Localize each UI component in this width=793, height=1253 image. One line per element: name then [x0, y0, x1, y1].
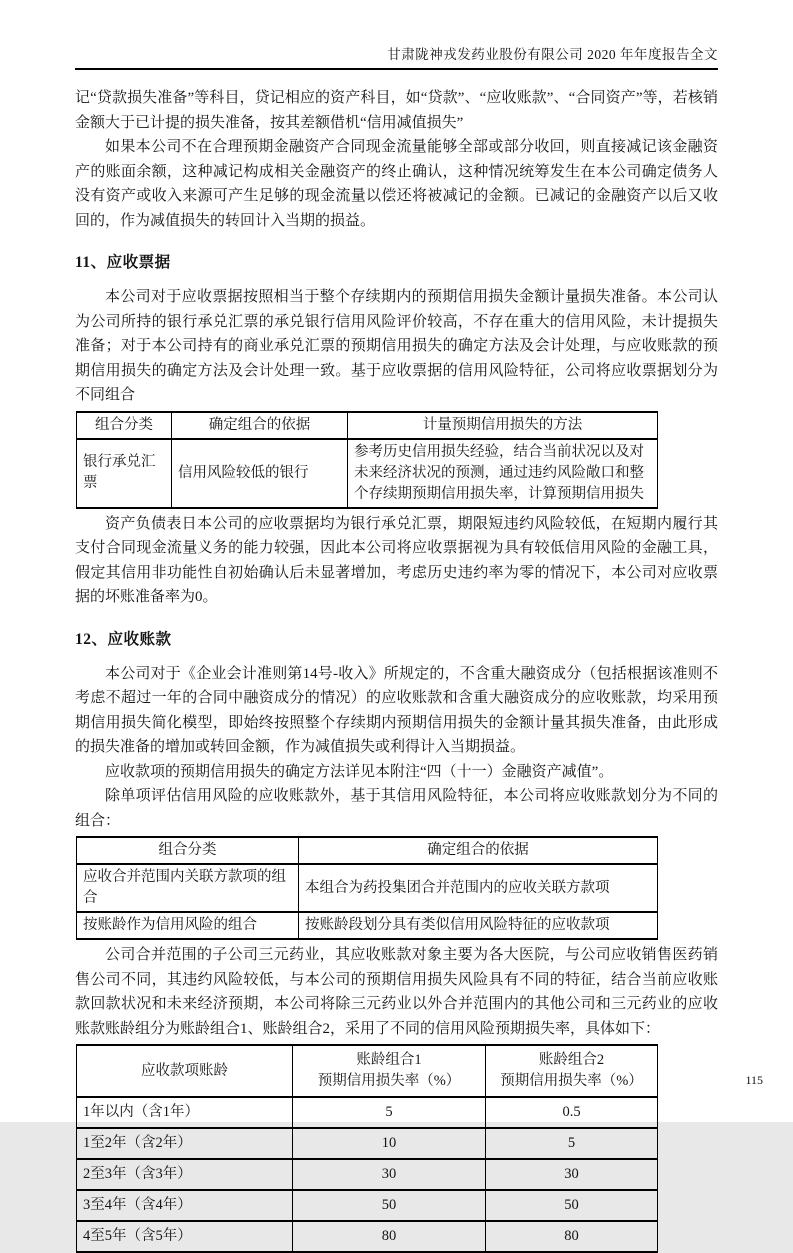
aging-bucket-cell: 4至5年（含5年） [77, 1221, 293, 1252]
table-cell: 银行承兑汇票 [77, 439, 172, 508]
loss-rate-cell: 5 [486, 1128, 658, 1159]
paragraph-ar-policy: 本公司对于《企业会计准则第14号-收入》所规定的，不含重大融资成分（包括根据该准则不考虑不超过一年的合同中融资成分的情况）的应收账款和含重大融资成分的应收账款，均采用预期信用损失简化模型，即始终按照整个存续期内预期信用损失的金额计量其损失准备，由此形成的损失准备的增加或转回金额，作为减值损失或利得计入当期损益。 [75, 665, 718, 755]
column-header: 确定组合的依据 [172, 412, 348, 439]
column-header: 组合分类 [77, 412, 172, 439]
loss-rate-cell: 80 [486, 1221, 658, 1252]
table-cell: 按账龄作为信用风险的组合 [77, 912, 299, 939]
paragraph-writeoff: 记“贷款损失准备”等科目，贷记相应的资产科目，如“贷款”、“应收账款”、“合同资产”等，若核销金额大于已计提的损失准备，按其差额借机“信用减值损失” [75, 90, 718, 131]
aging-loss-rate-table [76, 1044, 658, 1253]
page-number: 115 [745, 1073, 763, 1087]
aging-bucket-cell: 1年以内（含1年） [77, 1097, 293, 1128]
table-cell: 按账龄段划分具有类似信用风险特征的应收款项 [299, 912, 658, 939]
table-cell: 本组合为药投集团合并范围内的应收关联方款项 [299, 864, 658, 912]
column-header-aging: 应收款项账龄 [77, 1045, 293, 1097]
table-row [77, 1159, 658, 1190]
column-header-line: 预期信用损失率（%） [500, 1073, 643, 1089]
table-row [77, 864, 658, 912]
paragraph-ar-grouping-intro: 除单项评估信用风险的应收账款外，基于其信用风险特征，本公司将应收账款划分为不同的组合： [75, 788, 718, 829]
paragraph-ar-method-reference: 应收款项的预期信用损失的确定方法详见本附注“四（十一）金融资产减值”。 [105, 763, 614, 780]
column-header-line: 账龄组合1 [356, 1052, 422, 1068]
section-heading-notes-receivable: 11、应收票据 [75, 254, 171, 271]
table-row [77, 1221, 658, 1252]
paragraph-direct-writedown: 如果本公司不在合理预期金融资产合同现金流量能够全部或部分收回，则直接减记该金融资产的账面余额，这种减记构成相关金融资产的终止确认，这种情况统筹发生在本公司确定债务人没有资产或收入来源可产生足够的现金流量以偿还将被减记的金额。已减记的金融资产以后又收回的，作为减值损失的转回计入当期的损益。 [75, 139, 718, 229]
column-header-line: 预期信用损失率（%） [317, 1073, 461, 1089]
table-cell: 应收合并范围内关联方款项的组合 [77, 864, 299, 912]
column-header-line: 账龄组合2 [538, 1052, 605, 1068]
table-row [77, 439, 658, 508]
aging-bucket-cell: 1至2年（含2年） [77, 1128, 293, 1159]
loss-rate-cell: 30 [293, 1159, 486, 1190]
aging-bucket-cell: 3至4年（含4年） [77, 1190, 293, 1221]
table-row [77, 1190, 658, 1221]
table-header-row [77, 1045, 658, 1097]
aging-bucket-cell: 2至3年（含3年） [77, 1159, 293, 1190]
table-cell: 信用风险较低的银行 [172, 439, 348, 508]
report-header-title: 甘肃陇神戎发药业股份有限公司 2020 年年度报告全文 [387, 47, 718, 62]
table-header-row [77, 837, 658, 864]
header-rule [75, 68, 718, 70]
paragraph-notes-receivable-policy: 本公司对于应收票据按照相当于整个存续期内的预期信用损失金额计量损失准备。本公司认为公司所持的银行承兑汇票的承兑银行信用风险评价较高，不存在重大的信用风险，未计提损失准备；对于本公司持有的商业承兑汇票的预期信用损失的确定方法及会计处理，与应收账款的预期信用损失的确定方法及会计处理一致。基于应收票据的信用风险特征，公司将应收票据划分为不同组合 [75, 289, 718, 403]
paragraph-subsidiary-aging-groups: 公司合并范围的子公司三元药业，其应收账款对象主要为各大医院，与公司应收销售医药销售公司不同，其违约风险较低，与本公司的预期信用损失风险具有不同的特征，结合当前应收账款回款状况和未来经济预期，本公司将除三元药业以外合并范围内的其他公司和三元药业的应收账款账龄组分为账龄组合1、账龄组合2，采用了不同的信用风险预期损失率，具体如下： [75, 947, 718, 1037]
section-heading-accounts-receivable: 12、应收账款 [75, 630, 172, 648]
loss-rate-cell: 10 [293, 1128, 486, 1159]
loss-rate-cell: 50 [486, 1190, 658, 1221]
column-header: 确定组合的依据 [299, 837, 658, 864]
loss-rate-cell: 50 [293, 1190, 486, 1221]
column-header-group1 [293, 1045, 486, 1097]
column-header: 组合分类 [77, 837, 299, 864]
table-row [77, 912, 658, 939]
column-header-group2 [486, 1045, 658, 1097]
loss-rate-cell: 0.5 [486, 1097, 658, 1128]
column-header: 计量预期信用损失的方法 [348, 412, 658, 439]
table-header-row [77, 412, 658, 439]
loss-rate-cell: 5 [293, 1097, 486, 1128]
loss-rate-cell: 80 [293, 1221, 486, 1252]
table-row [77, 1097, 658, 1128]
paragraph-notes-receivable-assessment: 资产负债表日本公司的应收票据均为银行承兑汇票，期限短违约风险较低，在短期内履行其支付合同现金流量义务的能力较强，因此本公司将应收票据视为具有较低信用风险的金融工具，假定其信用非功能性自初始确认后未显著增加，考虑历史违约率为零的情况下，本公司对应收票据的坏账准备率为0。 [75, 515, 718, 605]
table-cell: 参考历史信用损失经验，结合当前状况以及对未来经济状况的预测，通过违约风险敞口和整个存续期预期信用损失率，计算预期信用损失 [348, 439, 658, 508]
loss-rate-cell: 30 [486, 1159, 658, 1190]
table-row [77, 1128, 658, 1159]
accounts-receivable-portfolio-table [76, 836, 658, 940]
notes-receivable-portfolio-table [76, 411, 658, 509]
